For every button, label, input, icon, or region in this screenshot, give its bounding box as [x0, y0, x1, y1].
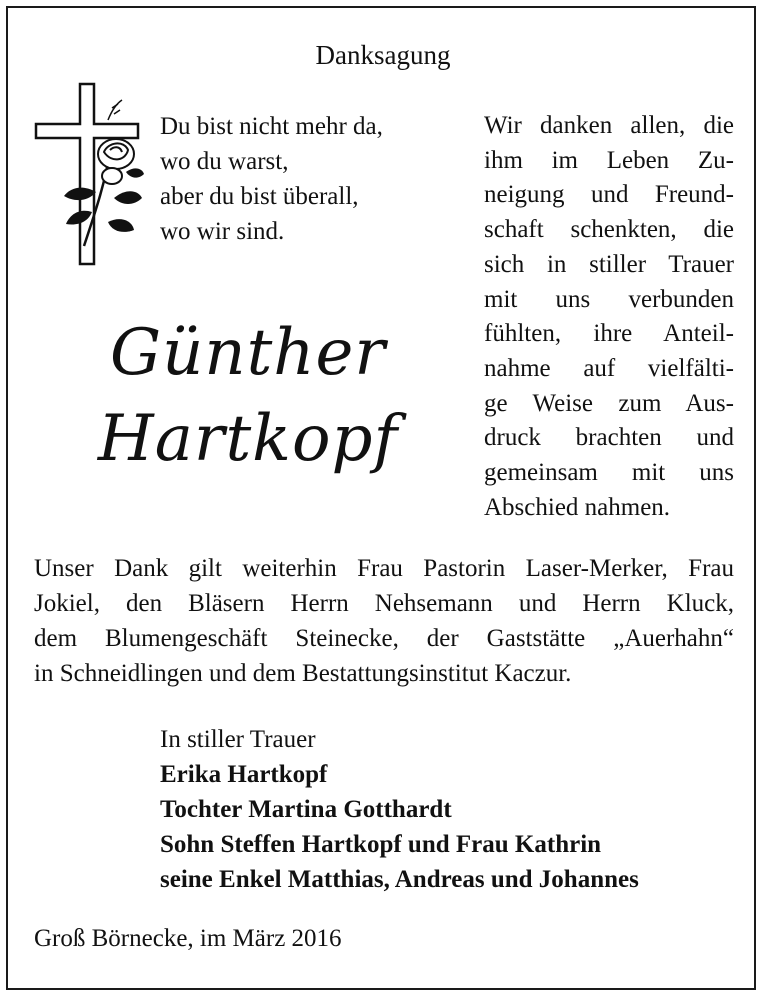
- thanks-line: neigung und Freund-: [484, 181, 734, 209]
- thanks-line: gemeinsam mit uns: [484, 459, 734, 487]
- notice-title: Danksagung: [315, 40, 451, 70]
- poem-line: wo wir sind.: [160, 218, 285, 245]
- place-date: Groß Börnecke, im März 2016: [34, 925, 342, 952]
- thanks-line: druck brachten und: [484, 424, 734, 452]
- paragraph-line: in Schneidlingen und dem Bestattungsinstitut Kaczur.: [34, 660, 572, 687]
- deceased-last-name: Hartkopf: [97, 402, 399, 476]
- poem-line: aber du bist überall,: [160, 183, 359, 210]
- acknowledgement-paragraph: [34, 551, 734, 691]
- signature-intro: In stiller Trauer: [160, 726, 316, 753]
- signature-name: Sohn Steffen Hartkopf und Frau Kathrin: [160, 831, 602, 858]
- thanks-line: ge Weise zum Aus-: [484, 389, 734, 417]
- poem: [160, 109, 383, 249]
- thanks-line: sich in stiller Trauer: [484, 250, 734, 278]
- signature-name: Erika Hartkopf: [160, 761, 328, 788]
- thanks-line: Wir danken allen, die: [484, 112, 734, 139]
- thanks-text: [484, 109, 734, 525]
- paragraph-line: dem Blumengeschäft Steinecke, der Gaststätte „Auerhahn“: [34, 625, 734, 652]
- signature-name: seine Enkel Matthias, Andreas und Johannes: [160, 866, 639, 893]
- signature-name: Tochter Martina Gotthardt: [160, 796, 452, 823]
- paragraph-line: Unser Dank gilt weiterhin Frau Pastorin Laser-Merker, Frau: [34, 555, 734, 582]
- thanks-line: ihm im Leben Zu-: [484, 146, 734, 174]
- cross-with-rose-icon: [30, 80, 150, 270]
- thanks-line: schaft schenkten, die: [484, 216, 734, 244]
- paragraph-line: Jokiel, den Bläsern Herrn Nehsemann und Herrn Kluck,: [34, 590, 734, 617]
- thanks-line: nahme auf vielfälti-: [484, 354, 734, 382]
- signature-block: [160, 722, 639, 897]
- poem-line: wo du warst,: [160, 148, 289, 175]
- deceased-first-name: Günther: [110, 316, 386, 390]
- thanks-line: Abschied nahmen.: [484, 493, 671, 521]
- thanks-line: fühlten, ihre Anteil-: [484, 320, 734, 348]
- thanks-line: mit uns verbunden: [484, 285, 734, 313]
- poem-line: Du bist nicht mehr da,: [160, 113, 383, 140]
